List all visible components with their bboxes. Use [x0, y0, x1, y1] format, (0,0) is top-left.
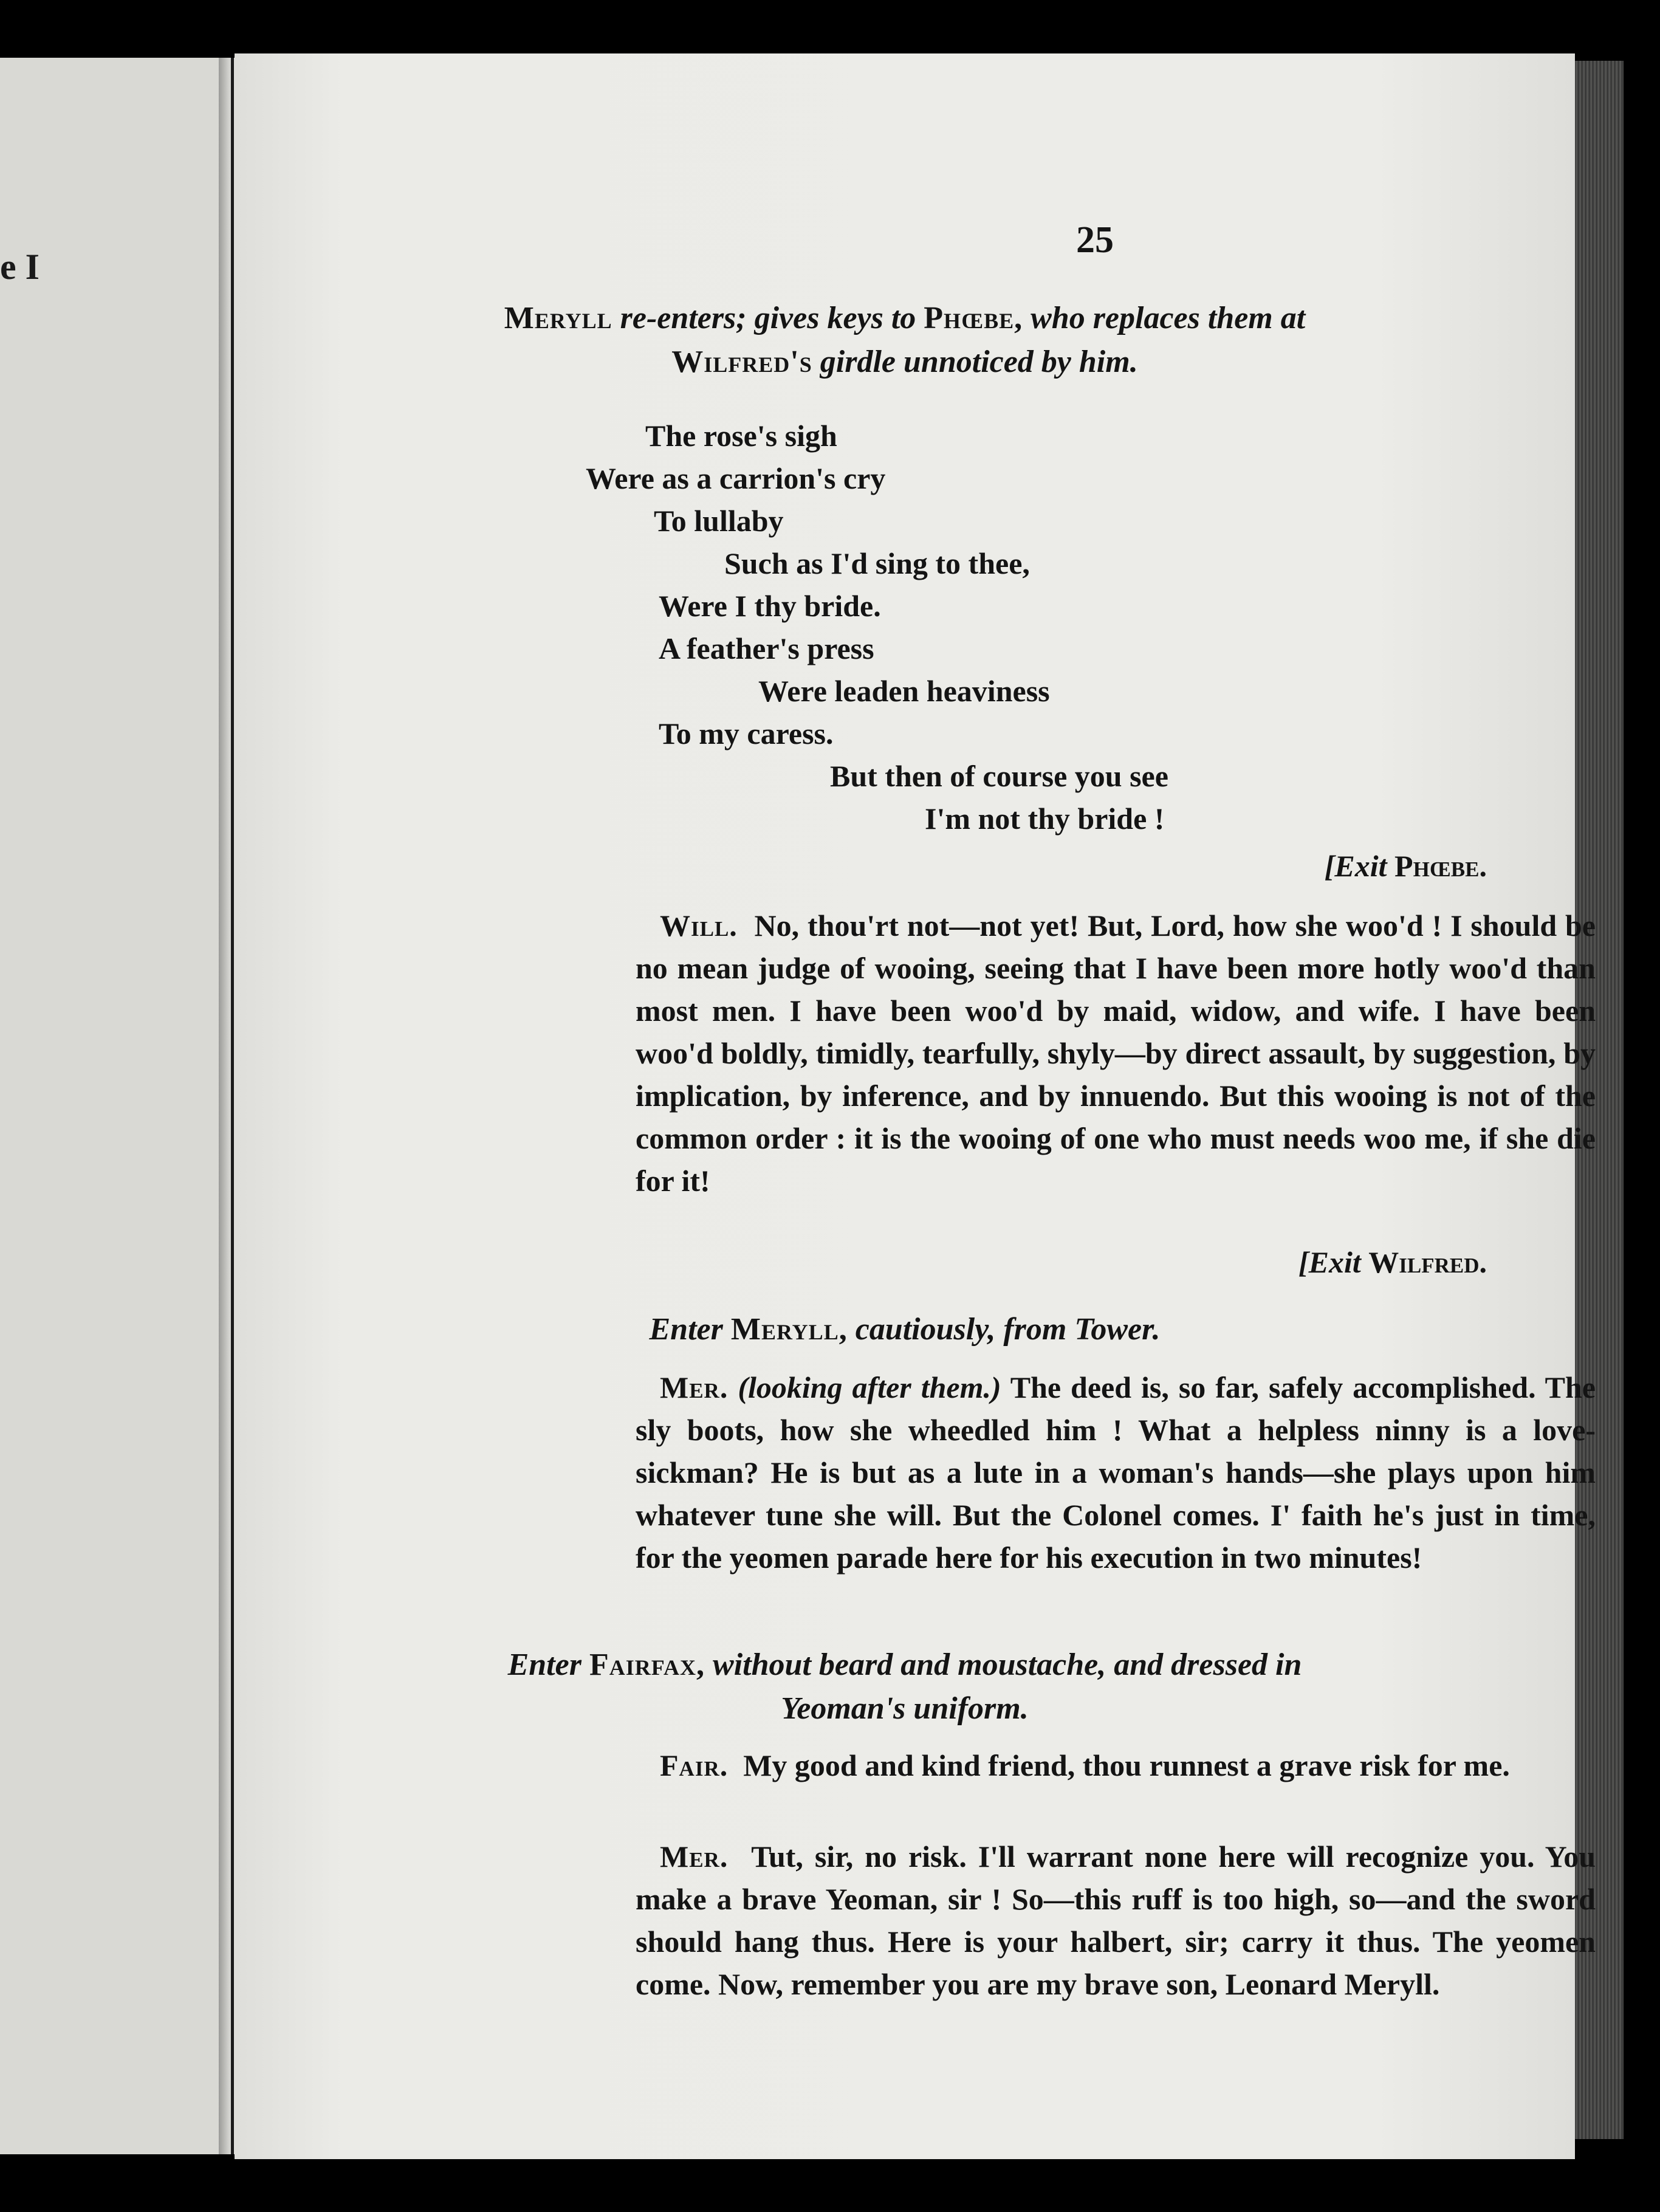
direction-text: Enter — [507, 1647, 589, 1682]
dialogue-paragraph — [636, 1366, 1596, 1579]
direction-text: (looking after them.) — [738, 1370, 1001, 1404]
stage-direction-line — [235, 1643, 1575, 1687]
character-name: Meryll, — [730, 1312, 848, 1347]
exit-word: [Exit — [1324, 849, 1387, 883]
dialogue-text: Tut, sir, no risk. I'll warrant none here will recognize you. You make a brave Yeoman, sir ! So—this ruff is too high, so—and the sword should hang thus. Here is your halbert, sir; carry it thus. The yeomen come. Now, remember you are my brave son, Leonard Meryll. — [636, 1839, 1596, 2001]
character-name: Fairfax, — [589, 1647, 705, 1682]
verse-line: Were as a carrion's cry — [586, 461, 886, 495]
verse-line: The rose's sigh — [645, 419, 837, 453]
verse-line: A feather's press — [659, 631, 874, 665]
speaker-name: Mer. — [660, 1370, 729, 1404]
verse-line: But then of course you see — [830, 759, 1168, 793]
stage-direction — [235, 1643, 1575, 1731]
dialogue-text: No, thou'rt not—not yet! But, Lord, how she woo'd ! I should be no mean judge of wooing, seeing that I have been more hotly woo'd than most men. I have been woo'd by maid, widow, and wife. I have been woo'd boldly, timidly, tearfully, shyly—by direct assault, by suggestion, by implication, by inference, and by innuendo. But this wooing is not of the common order : it is the wooing of one who must needs woo me, if she die for it! — [636, 908, 1596, 1198]
exit-direction — [1325, 848, 1487, 884]
verse-line: To my caress. — [659, 716, 834, 750]
verse-line: Such as I'd sing to thee, — [724, 546, 1030, 580]
character-name: Meryll — [504, 301, 612, 335]
speaker-name: Will. — [660, 908, 738, 943]
stage-direction-line — [235, 1308, 1575, 1352]
left-page — [0, 58, 226, 2154]
stage-direction — [235, 1308, 1575, 1352]
verse-line: To lullaby — [654, 504, 784, 538]
dialogue-paragraph — [636, 904, 1596, 1202]
verse-line: Were I thy bride. — [659, 589, 881, 623]
character-name: Phœbe. — [1394, 849, 1487, 883]
gutter-line — [231, 58, 234, 2154]
verse-line: I'm not thy bride ! — [925, 802, 1165, 836]
verse-line: Were leaden heaviness — [758, 674, 1050, 708]
page-number: 25 — [1076, 219, 1114, 261]
dialogue-paragraph — [636, 1744, 1596, 1787]
dialogue-text: The deed is, so far, safely accomplished. The sly boots, how she wheedled him ! What a helpless ninny is a love-sickman? He is but as a lute in a woman's hands—she plays upon him whatever tune she will. But the Colonel comes. I' faith he's just in time, for the yeomen parade here for his execution in two minutes! — [636, 1370, 1596, 1575]
character-name: Wilfred. — [1368, 1245, 1487, 1279]
direction-text: who replaces them at — [1023, 301, 1306, 335]
dialogue-text: My good and kind friend, thou runnest a grave risk for me. — [743, 1748, 1510, 1782]
direction-text: cautiously, from Tower. — [847, 1312, 1161, 1347]
speaker-name: Fair. — [660, 1748, 729, 1782]
character-name: Phœbe, — [924, 301, 1023, 335]
speaker-name: Mer. — [660, 1839, 729, 1874]
character-name: Wilfred's — [671, 345, 812, 379]
direction-text: Yeoman's uniform. — [781, 1691, 1029, 1726]
direction-text: without beard and moustache, and dressed in — [705, 1647, 1302, 1682]
exit-word: [Exit — [1298, 1245, 1361, 1279]
left-page-edge-text: e I — [0, 247, 39, 287]
stage-direction — [235, 297, 1575, 384]
book-page — [235, 53, 1596, 2159]
direction-text: Enter — [649, 1312, 731, 1347]
direction-text: girdle unnoticed by him. — [812, 345, 1138, 379]
exit-direction — [1298, 1245, 1487, 1280]
stage-direction-line — [235, 1687, 1575, 1731]
dialogue-paragraph — [636, 1835, 1596, 2005]
stage-direction-line — [235, 340, 1575, 384]
stage-direction-line — [235, 297, 1575, 340]
direction-text: re-enters; gives keys to — [612, 301, 924, 335]
